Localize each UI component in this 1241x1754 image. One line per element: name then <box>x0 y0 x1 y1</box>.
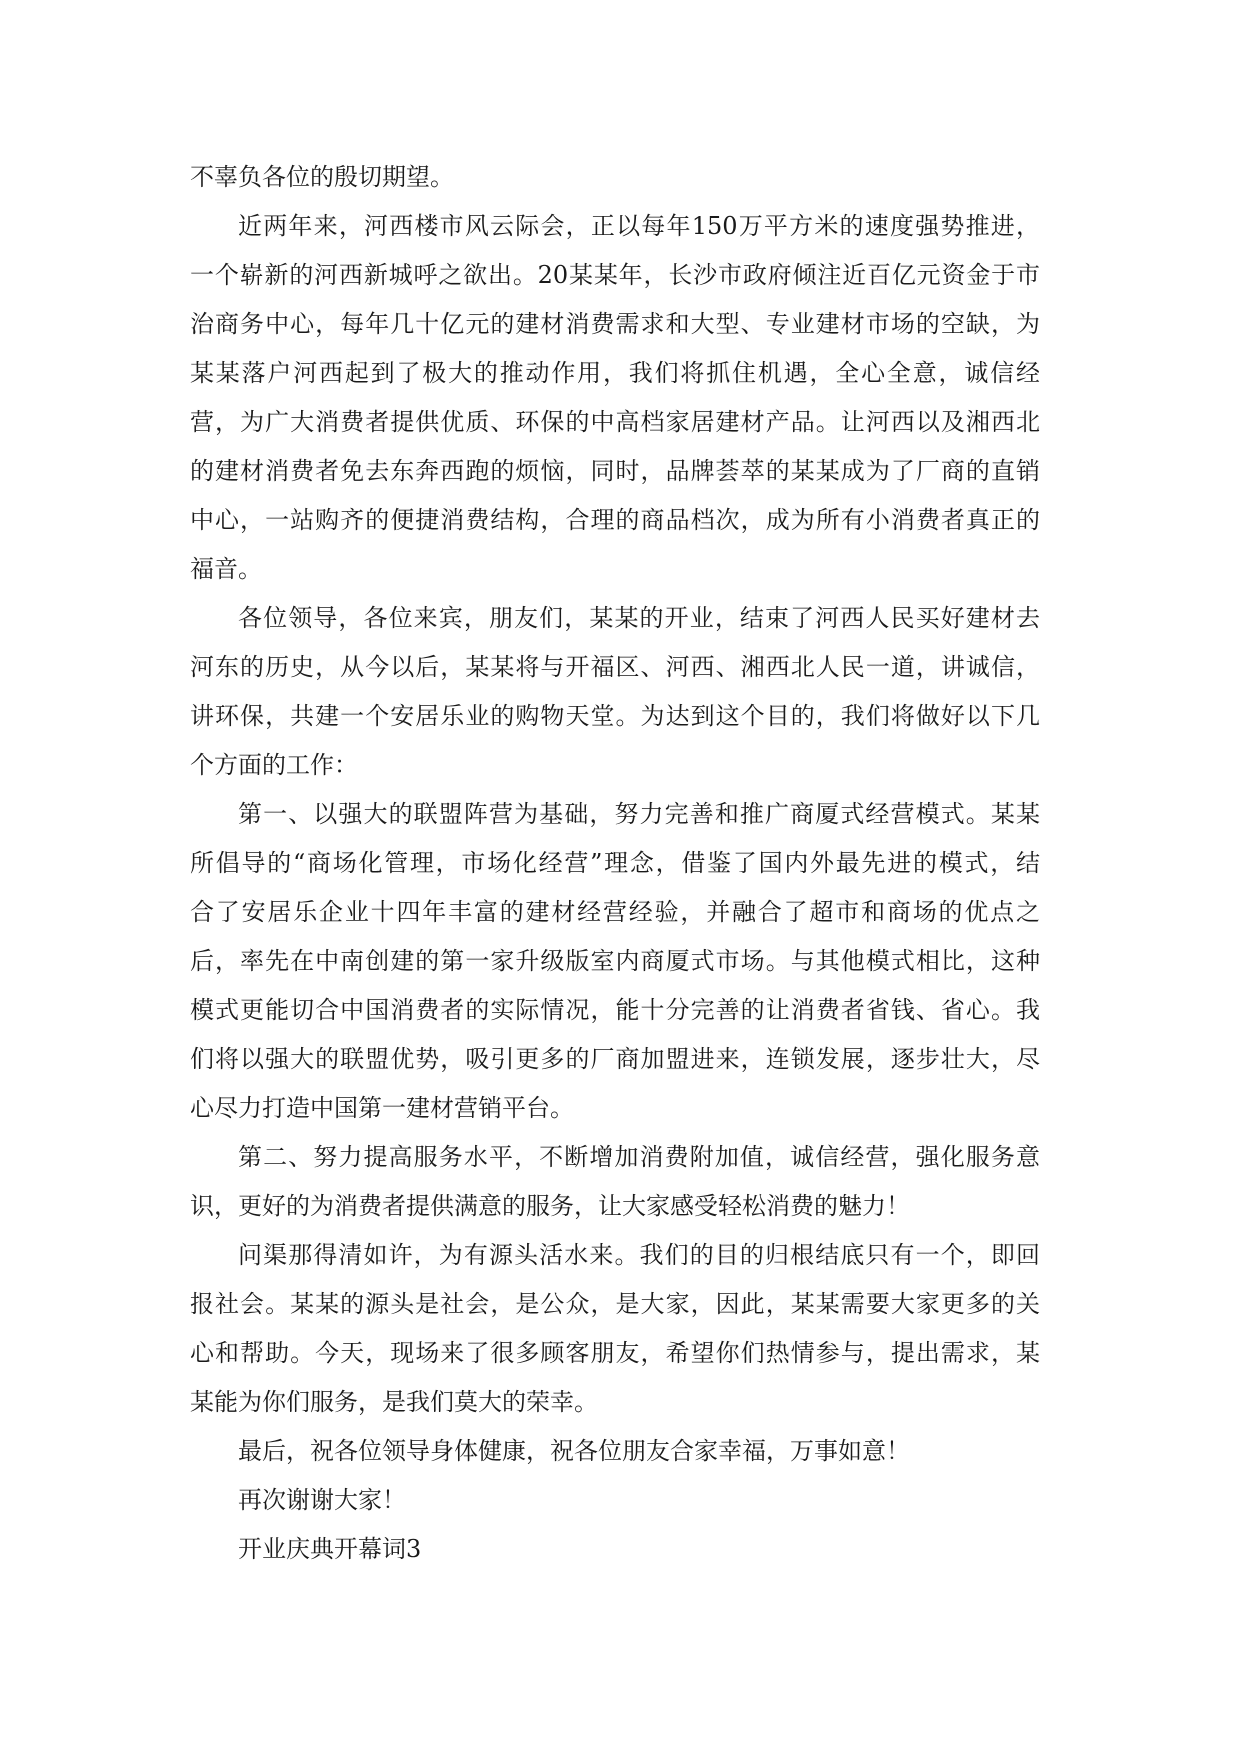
text-line: 近两年来，河西楼市风云际会，正以每年150万平方米的速度强势推进， <box>238 212 1040 240</box>
text-line: 某能为你们服务，是我们莫大的荣幸。 <box>190 1388 598 1416</box>
text-line: 一个崭新的河西新城呼之欲出。20某某年，长沙市政府倾注近百亿元资金于市 <box>190 261 1040 289</box>
text-line: 所倡导的“商场化管理，市场化经营”理念，借鉴了国内外最先进的模式，结 <box>190 849 1040 877</box>
text-line: 心尽力打造中国第一建材营销平台。 <box>190 1094 574 1122</box>
text-line: 问渠那得清如许，为有源头活水来。我们的目的归根结底只有一个，即回 <box>238 1241 1040 1269</box>
text-line: 模式更能切合中国消费者的实际情况，能十分完善的让消费者省钱、省心。我 <box>190 996 1040 1024</box>
text-line: 不辜负各位的殷切期望。 <box>190 163 454 191</box>
document-body <box>190 153 1040 1574</box>
text-line: 福音。 <box>190 555 262 583</box>
text-line: 第二、努力提高服务水平，不断增加消费附加值，诚信经营，强化服务意 <box>238 1143 1040 1171</box>
text-line: 报社会。某某的源头是社会，是公众，是大家，因此，某某需要大家更多的关 <box>190 1290 1040 1318</box>
text-line: 心和帮助。今天，现场来了很多顾客朋友，希望你们热情参与，提出需求，某 <box>190 1339 1040 1367</box>
text-line: 治商务中心，每年几十亿元的建材消费需求和大型、专业建材市场的空缺，为 <box>190 310 1040 338</box>
text-line: 最后，祝各位领导身体健康，祝各位朋友合家幸福，万事如意！ <box>238 1437 910 1465</box>
text-line: 讲环保，共建一个安居乐业的购物天堂。为达到这个目的，我们将做好以下几 <box>190 702 1040 730</box>
text-line: 各位领导，各位来宾，朋友们，某某的开业，结束了河西人民买好建材去 <box>238 604 1040 632</box>
text-line: 某某落户河西起到了极大的推动作用，我们将抓住机遇，全心全意，诚信经 <box>190 359 1040 387</box>
section-heading: 开业庆典开幕词3 <box>238 1535 422 1563</box>
text-line: 后，率先在中南创建的第一家升级版室内商厦式市场。与其他模式相比，这种 <box>190 947 1040 975</box>
text-line: 识，更好的为消费者提供满意的服务，让大家感受轻松消费的魅力！ <box>190 1192 910 1220</box>
text-line: 第一、以强大的联盟阵营为基础，努力完善和推广商厦式经营模式。某某 <box>238 800 1040 828</box>
text-line: 中心，一站购齐的便捷消费结构，合理的商品档次，成为所有小消费者真正的 <box>190 506 1040 534</box>
text-line: 营，为广大消费者提供优质、环保的中高档家居建材产品。让河西以及湘西北 <box>190 408 1040 436</box>
text-line: 的建材消费者免去东奔西跑的烦恼，同时，品牌荟萃的某某成为了厂商的直销 <box>190 457 1040 485</box>
text-line: 再次谢谢大家！ <box>238 1486 406 1514</box>
text-line: 们将以强大的联盟优势，吸引更多的厂商加盟进来，连锁发展，逐步壮大，尽 <box>190 1045 1040 1073</box>
text-line: 个方面的工作： <box>190 751 358 779</box>
text-line: 合了安居乐企业十四年丰富的建材经营经验，并融合了超市和商场的优点之 <box>190 898 1040 926</box>
text-line: 河东的历史，从今以后，某某将与开福区、河西、湘西北人民一道，讲诚信， <box>190 653 1040 681</box>
